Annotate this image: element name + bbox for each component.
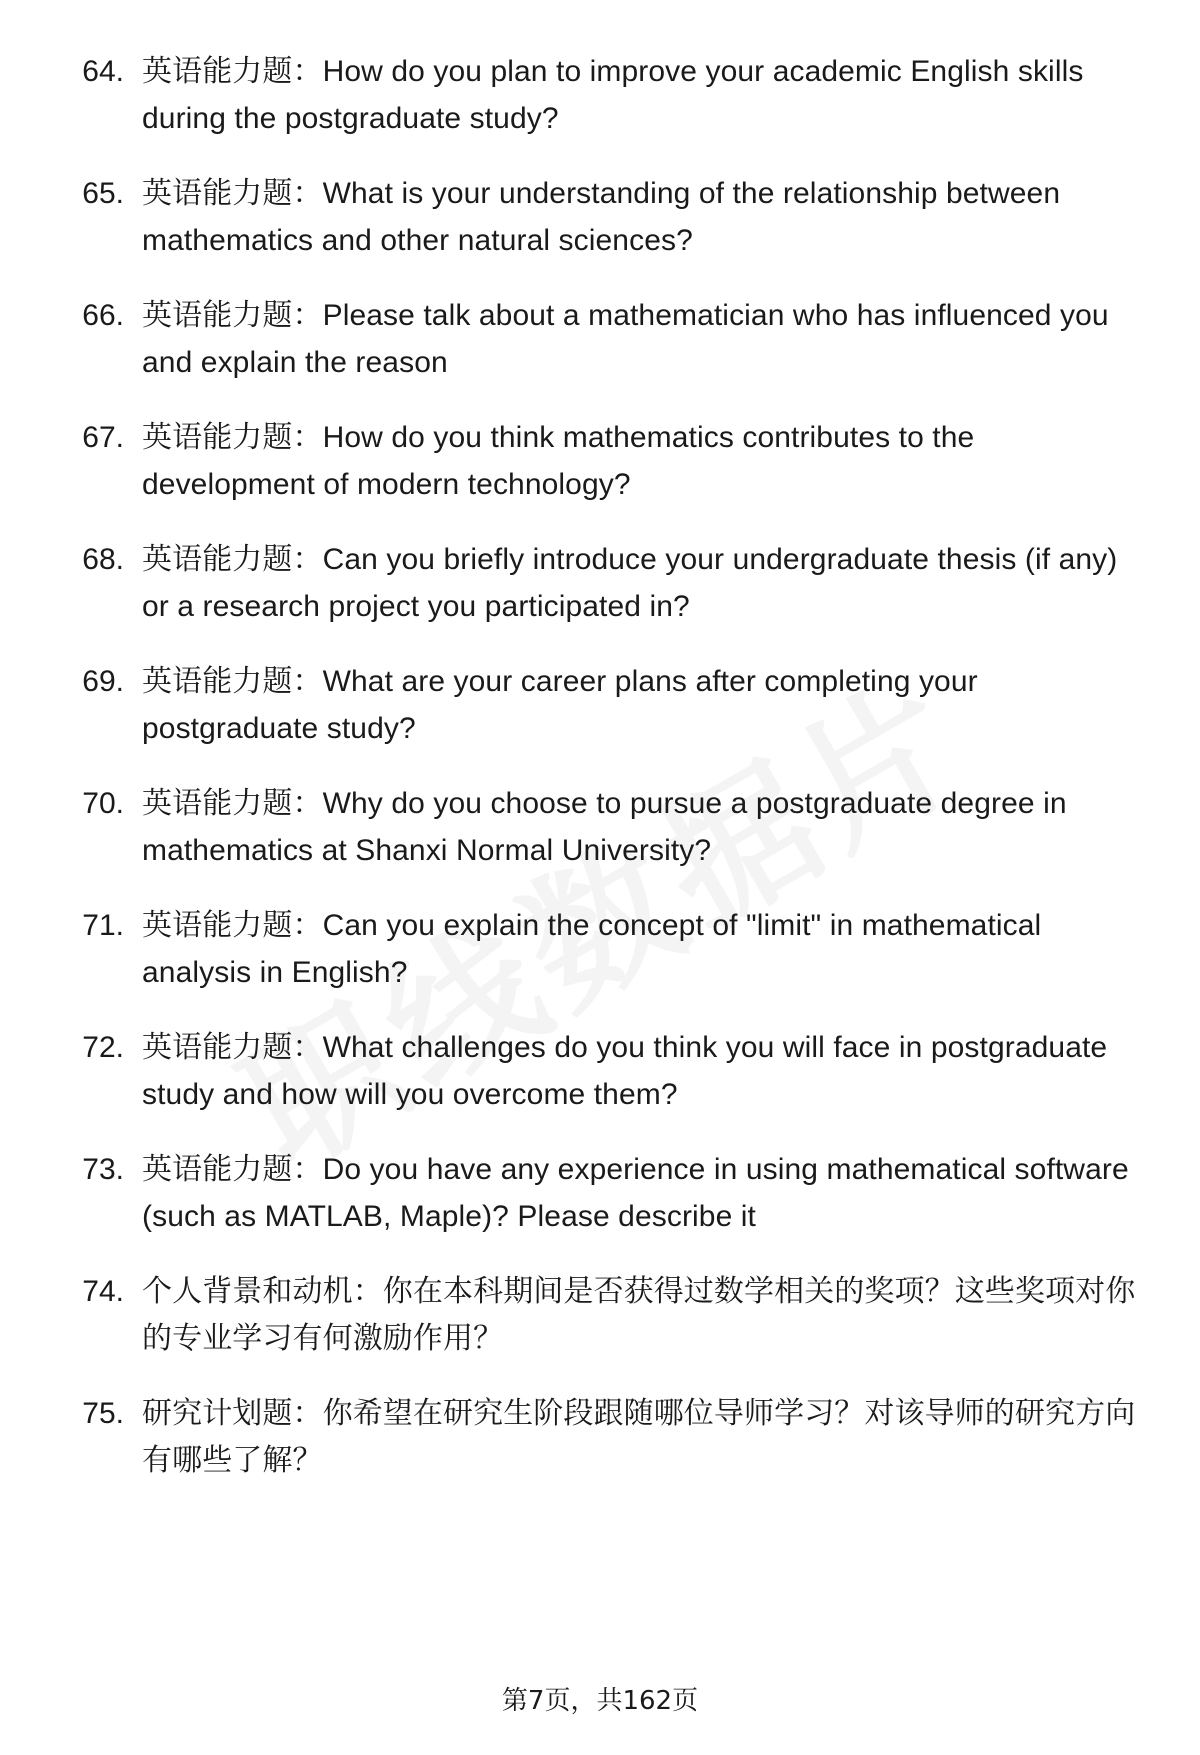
- question-text: 个人背景和动机：你在本科期间是否获得过数学相关的奖项？这些奖项对你的专业学习有何激励作用？: [142, 1275, 1136, 1355]
- list-item: [62, 902, 1138, 996]
- list-item: [62, 170, 1138, 264]
- list-item: [62, 1146, 1138, 1240]
- question-text: 英语能力题：How do you think mathematics contributes to the development of modern technology?: [142, 421, 975, 501]
- question-number: 75.: [82, 1397, 124, 1430]
- list-item: [62, 1024, 1138, 1118]
- question-number: 69.: [82, 665, 124, 698]
- list-item: [62, 48, 1138, 142]
- question-number: 67.: [82, 421, 124, 454]
- question-number: 70.: [82, 787, 124, 820]
- question-text: 英语能力题：What is your understanding of the relationship between mathematics and other natural sciences?: [142, 177, 1061, 257]
- question-text: 英语能力题：What challenges do you think you will face in postgraduate study and how will you overcome them?: [142, 1031, 1108, 1111]
- question-text: 英语能力题：Can you explain the concept of "limit" in mathematical analysis in English?: [142, 909, 1042, 989]
- question-number: 68.: [82, 543, 124, 576]
- question-number: 66.: [82, 299, 124, 332]
- question-number: 65.: [82, 177, 124, 210]
- question-text: 英语能力题：Please talk about a mathematician who has influenced you and explain the reason: [142, 299, 1109, 379]
- question-text: 英语能力题：What are your career plans after completing your postgraduate study?: [142, 665, 978, 745]
- list-item: [62, 780, 1138, 874]
- list-item: [62, 1390, 1138, 1484]
- question-number: 73.: [82, 1153, 124, 1186]
- question-list: [62, 48, 1138, 1484]
- page-footer: 第7页，共162页: [501, 1686, 699, 1716]
- question-number: 74.: [82, 1275, 124, 1308]
- question-text: 英语能力题：Do you have any experience in using mathematical software (such as MATLAB, Maple)? Please describe it: [142, 1153, 1129, 1233]
- list-item: [62, 658, 1138, 752]
- question-text: 英语能力题：Why do you choose to pursue a postgraduate degree in mathematics at Shanxi Normal University?: [142, 787, 1067, 867]
- question-number: 72.: [82, 1031, 124, 1064]
- question-text: 研究计划题：你希望在研究生阶段跟随哪位导师学习？对该导师的研究方向有哪些了解？: [142, 1397, 1136, 1477]
- list-item: [62, 536, 1138, 630]
- list-item: [62, 414, 1138, 508]
- question-text: 英语能力题：Can you briefly introduce your undergraduate thesis (if any) or a research project you participated in?: [142, 543, 1118, 623]
- list-item: [62, 1268, 1138, 1362]
- list-item: [62, 292, 1138, 386]
- question-text: 英语能力题：How do you plan to improve your academic English skills during the postgraduate study?: [142, 55, 1084, 135]
- question-number: 71.: [82, 909, 124, 942]
- question-number: 64.: [82, 55, 124, 88]
